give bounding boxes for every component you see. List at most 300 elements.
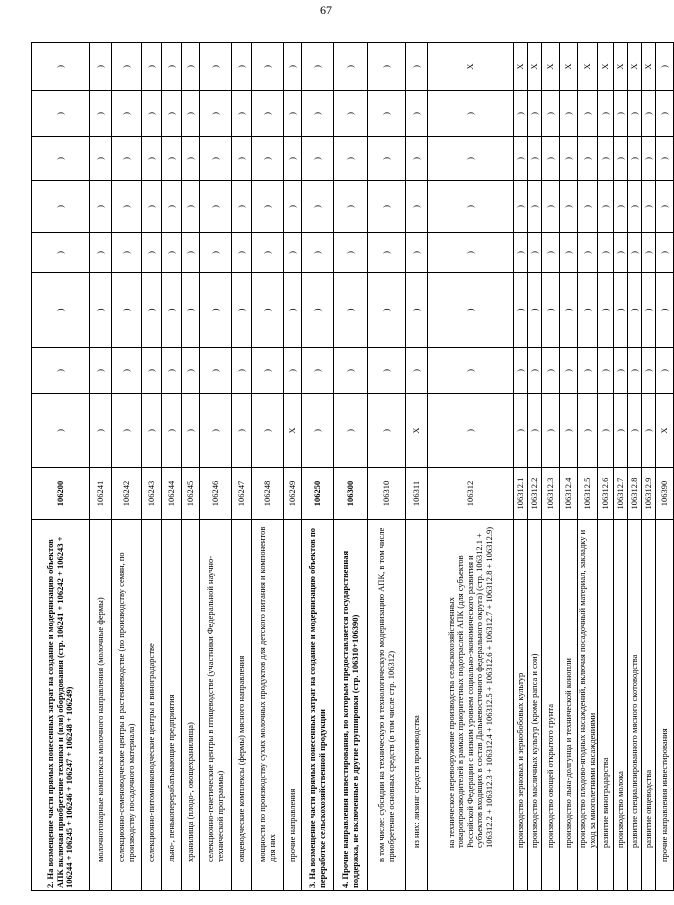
cross-mark-cell (656, 394, 674, 468)
bracket-mark: ) (235, 308, 246, 312)
bracket-mark: ) (628, 251, 639, 254)
cross-mark: X (410, 427, 421, 434)
empty-value-cell (200, 394, 232, 468)
empty-value-cell (656, 137, 674, 181)
empty-value-cell (578, 273, 598, 348)
empty-value-cell (200, 233, 232, 273)
empty-value-cell (514, 137, 528, 181)
bracket-mark: ) (209, 251, 220, 254)
row-code: 106311 (406, 468, 428, 520)
table-row (90, 43, 112, 891)
row-code: 106248 (252, 468, 284, 520)
row-code: 106250 (302, 468, 334, 520)
empty-value-cell (578, 348, 598, 394)
bracket-mark: ) (120, 65, 131, 68)
table-row (598, 43, 614, 891)
empty-value-cell (614, 273, 628, 348)
bracket-mark: ) (184, 205, 195, 208)
empty-value-cell (90, 43, 112, 91)
bracket-mark: ) (344, 205, 355, 208)
bracket-mark: ) (54, 112, 65, 115)
bracket-mark: ) (528, 205, 539, 208)
empty-value-cell (232, 181, 252, 233)
empty-value-cell (200, 273, 232, 348)
cross-mark-cell (542, 43, 560, 91)
empty-value-cell (90, 137, 112, 181)
bracket-mark: ) (380, 429, 391, 432)
bracket-mark: ) (145, 65, 156, 68)
empty-value-cell (90, 181, 112, 233)
bracket-mark: ) (562, 369, 573, 372)
bracket-mark: ) (344, 429, 355, 432)
bracket-mark: ) (380, 65, 391, 68)
table-row (560, 43, 578, 891)
empty-value-cell (368, 91, 406, 137)
empty-value-cell (560, 273, 578, 348)
empty-value-cell (302, 233, 334, 273)
row-code: 106245 (182, 468, 200, 520)
bracket-mark: ) (145, 369, 156, 372)
row-name: прочие направления инвестирования (656, 520, 674, 891)
empty-value-cell (542, 181, 560, 233)
empty-value-cell (182, 273, 200, 348)
empty-value-cell (542, 233, 560, 273)
empty-value-cell (112, 394, 142, 468)
empty-value-cell (162, 43, 182, 91)
bracket-mark: ) (614, 251, 625, 254)
bracket-mark: ) (261, 157, 272, 160)
bracket-mark: ) (261, 308, 272, 312)
empty-value-cell (302, 181, 334, 233)
rotated-table-wrapper (31, 43, 669, 891)
bracket-mark: ) (581, 369, 592, 372)
bracket-mark: ) (410, 112, 421, 115)
empty-value-cell (200, 181, 232, 233)
row-name: мощности по производству сухих молочных продуктов для детского питания и компонентов для них (252, 520, 284, 891)
row-name: производство зерновых и зернобобовых культур (514, 520, 528, 891)
table-row (232, 43, 252, 891)
row-code: 106312.3 (542, 468, 560, 520)
row-name: селекционно-питомниководческие центры в виноградарстве (142, 520, 162, 891)
bracket-mark: ) (286, 112, 297, 115)
empty-value-cell (334, 348, 368, 394)
bracket-mark: ) (562, 157, 573, 160)
bracket-mark: ) (165, 429, 176, 432)
bracket-mark: ) (165, 205, 176, 208)
bracket-mark: ) (380, 157, 391, 160)
empty-value-cell (578, 137, 598, 181)
bracket-mark: ) (380, 251, 391, 254)
empty-value-cell (302, 91, 334, 137)
empty-value-cell (656, 273, 674, 348)
empty-value-cell (284, 181, 302, 233)
bracket-mark: ) (209, 157, 220, 160)
bracket-mark: ) (628, 429, 639, 432)
bracket-mark: ) (562, 205, 573, 208)
empty-value-cell (598, 233, 614, 273)
empty-value-cell (614, 181, 628, 233)
row-name: молочнотоварные комплексы молочного направления (молочные фермы) (90, 520, 112, 891)
empty-value-cell (628, 91, 642, 137)
row-code: 106241 (90, 468, 112, 520)
empty-value-cell (32, 137, 90, 181)
empty-value-cell (428, 137, 514, 181)
empty-value-cell (112, 273, 142, 348)
row-name: производство плодово-ягодных насаждений, включая посадочный материал, закладку и уход за многолетними насаждениями (578, 520, 598, 891)
bracket-mark: ) (380, 308, 391, 312)
bracket-mark: ) (209, 65, 220, 68)
bracket-mark: ) (165, 369, 176, 372)
empty-value-cell (32, 43, 90, 91)
empty-value-cell (200, 91, 232, 137)
empty-value-cell (182, 394, 200, 468)
empty-value-cell (284, 137, 302, 181)
bracket-mark: ) (658, 205, 669, 208)
empty-value-cell (614, 394, 628, 468)
bracket-mark: ) (544, 308, 555, 312)
empty-value-cell (528, 273, 542, 348)
bracket-mark: ) (54, 429, 65, 432)
bracket-mark: ) (145, 429, 156, 432)
row-code: 106312.9 (642, 468, 656, 520)
empty-value-cell (252, 273, 284, 348)
row-name: из них: лизинг средств производства (406, 520, 428, 891)
empty-value-cell (162, 273, 182, 348)
empty-value-cell (334, 273, 368, 348)
bracket-mark: ) (581, 205, 592, 208)
empty-value-cell (334, 137, 368, 181)
bracket-mark: ) (235, 369, 246, 372)
bracket-mark: ) (209, 429, 220, 432)
bracket-mark: ) (628, 308, 639, 312)
empty-value-cell (406, 233, 428, 273)
table-row (112, 43, 142, 891)
table-body (32, 43, 674, 891)
empty-value-cell (368, 348, 406, 394)
bracket-mark: ) (464, 251, 475, 254)
row-code: 106312.4 (560, 468, 578, 520)
bracket-mark: ) (94, 205, 105, 208)
bracket-mark: ) (286, 251, 297, 254)
empty-value-cell (90, 91, 112, 137)
bracket-mark: ) (528, 157, 539, 160)
table-row (578, 43, 598, 891)
empty-value-cell (232, 273, 252, 348)
empty-value-cell (628, 348, 642, 394)
empty-value-cell (232, 43, 252, 91)
empty-value-cell (598, 348, 614, 394)
empty-value-cell (112, 91, 142, 137)
bracket-mark: ) (261, 429, 272, 432)
row-name: на техническое перевооружение производства сельскохозяйственных товаропроизводителей в рамках приоритетных подотраслей АПК (для субъектов Российской Федерации с низким уровнем социально-экономического развития и субъектов входящих в состав Дальневосточного федерального округа) (стр. 106312.1 + 106312.2 + 106312.3 + 106312.4 + 106312.5 + 106312.6 + 106312.7 + 106312.8 + 106312.9) (428, 520, 514, 891)
bracket-mark: ) (599, 429, 610, 432)
bracket-mark: ) (410, 369, 421, 372)
row-code: 106300 (334, 468, 368, 520)
empty-value-cell (368, 137, 406, 181)
bracket-mark: ) (261, 65, 272, 68)
empty-value-cell (142, 233, 162, 273)
cross-mark-cell (406, 394, 428, 468)
bracket-mark: ) (614, 157, 625, 160)
cross-mark-cell (528, 43, 542, 91)
table-row (284, 43, 302, 891)
bracket-mark: ) (642, 157, 653, 160)
bracket-mark: ) (145, 157, 156, 160)
empty-value-cell (232, 233, 252, 273)
empty-value-cell (232, 91, 252, 137)
empty-value-cell (578, 394, 598, 468)
empty-value-cell (428, 348, 514, 394)
bracket-mark: ) (209, 112, 220, 115)
bracket-mark: ) (54, 251, 65, 254)
bracket-mark: ) (344, 157, 355, 160)
bracket-mark: ) (311, 251, 322, 254)
empty-value-cell (578, 91, 598, 137)
bracket-mark: ) (614, 205, 625, 208)
empty-value-cell (642, 394, 656, 468)
bracket-mark: ) (614, 369, 625, 372)
row-code: 106243 (142, 468, 162, 520)
row-name: развитие виноградарства (598, 520, 614, 891)
table-row (642, 43, 656, 891)
empty-value-cell (142, 43, 162, 91)
cross-mark-cell (598, 43, 614, 91)
bracket-mark: ) (235, 157, 246, 160)
cross-mark: X (642, 63, 653, 70)
empty-value-cell (514, 348, 528, 394)
bracket-mark: ) (54, 65, 65, 68)
empty-value-cell (302, 394, 334, 468)
bracket-mark: ) (94, 65, 105, 68)
bracket-mark: ) (120, 157, 131, 160)
empty-value-cell (112, 137, 142, 181)
bracket-mark: ) (311, 308, 322, 312)
cross-mark-cell (560, 43, 578, 91)
empty-value-cell (200, 43, 232, 91)
cross-mark: X (286, 427, 297, 434)
bracket-mark: ) (311, 429, 322, 432)
empty-value-cell (406, 273, 428, 348)
empty-value-cell (142, 91, 162, 137)
bracket-mark: ) (145, 205, 156, 208)
bracket-mark: ) (184, 308, 195, 312)
empty-value-cell (614, 137, 628, 181)
row-code: 106310 (368, 468, 406, 520)
bracket-mark: ) (311, 112, 322, 115)
cross-mark: X (514, 63, 525, 70)
table-row (368, 43, 406, 891)
bracket-mark: ) (544, 157, 555, 160)
empty-value-cell (32, 348, 90, 394)
empty-value-cell (368, 181, 406, 233)
empty-value-cell (578, 181, 598, 233)
bracket-mark: ) (642, 112, 653, 115)
bracket-mark: ) (165, 65, 176, 68)
bracket-mark: ) (642, 205, 653, 208)
bracket-mark: ) (165, 308, 176, 312)
row-code: 106312.2 (528, 468, 542, 520)
empty-value-cell (560, 137, 578, 181)
empty-value-cell (252, 181, 284, 233)
bracket-mark: ) (581, 112, 592, 115)
bracket-mark: ) (658, 157, 669, 160)
bracket-mark: ) (642, 369, 653, 372)
row-code: 106244 (162, 468, 182, 520)
empty-value-cell (578, 233, 598, 273)
bracket-mark: ) (184, 112, 195, 115)
empty-value-cell (406, 181, 428, 233)
empty-value-cell (542, 137, 560, 181)
bracket-mark: ) (209, 369, 220, 372)
cross-mark-cell (614, 43, 628, 91)
row-name: развитие овцеводства (642, 520, 656, 891)
cross-mark: X (544, 63, 555, 70)
empty-value-cell (90, 348, 112, 394)
bracket-mark: ) (344, 369, 355, 372)
empty-value-cell (642, 181, 656, 233)
row-name: селекционно-генетические центры в птицеводстве (участники Федеральной научно-технической программы) (200, 520, 232, 891)
bracket-mark: ) (599, 157, 610, 160)
empty-value-cell (528, 348, 542, 394)
empty-value-cell (162, 181, 182, 233)
row-name: селекционно-семеноводческие центры в растениеводстве (по производству семян, по производству посадочного материала) (112, 520, 142, 891)
table-row (252, 43, 284, 891)
empty-value-cell (598, 394, 614, 468)
empty-value-cell (628, 137, 642, 181)
bracket-mark: ) (94, 369, 105, 372)
bracket-mark: ) (235, 205, 246, 208)
empty-value-cell (598, 273, 614, 348)
bracket-mark: ) (54, 369, 65, 372)
row-name: производство молока (614, 520, 628, 891)
empty-value-cell (112, 233, 142, 273)
empty-value-cell (628, 181, 642, 233)
cross-mark: X (464, 63, 475, 70)
bracket-mark: ) (528, 429, 539, 432)
empty-value-cell (656, 43, 674, 91)
bracket-mark: ) (528, 251, 539, 254)
table-row (428, 43, 514, 891)
bracket-mark: ) (311, 65, 322, 68)
empty-value-cell (656, 91, 674, 137)
bracket-mark: ) (410, 65, 421, 68)
bracket-mark: ) (344, 112, 355, 115)
table-row (142, 43, 162, 891)
empty-value-cell (598, 91, 614, 137)
empty-value-cell (142, 348, 162, 394)
bracket-mark: ) (658, 112, 669, 115)
bracket-mark: ) (581, 308, 592, 312)
bracket-mark: ) (464, 429, 475, 432)
empty-value-cell (656, 233, 674, 273)
empty-value-cell (284, 348, 302, 394)
bracket-mark: ) (628, 205, 639, 208)
bracket-mark: ) (410, 308, 421, 312)
empty-value-cell (90, 273, 112, 348)
bracket-mark: ) (94, 308, 105, 312)
empty-value-cell (334, 181, 368, 233)
empty-value-cell (32, 233, 90, 273)
bracket-mark: ) (599, 112, 610, 115)
empty-value-cell (428, 91, 514, 137)
bracket-mark: ) (581, 429, 592, 432)
bracket-mark: ) (209, 205, 220, 208)
bracket-mark: ) (464, 308, 475, 312)
empty-value-cell (428, 273, 514, 348)
investment-support-table (31, 42, 674, 891)
bracket-mark: ) (658, 369, 669, 372)
empty-value-cell (32, 394, 90, 468)
row-name: производство овощей открытого грунта (542, 520, 560, 891)
empty-value-cell (642, 348, 656, 394)
bracket-mark: ) (544, 429, 555, 432)
bracket-mark: ) (614, 429, 625, 432)
empty-value-cell (542, 348, 560, 394)
bracket-mark: ) (642, 308, 653, 312)
bracket-mark: ) (464, 205, 475, 208)
bracket-mark: ) (311, 205, 322, 208)
bracket-mark: ) (145, 251, 156, 254)
row-name: льно-, пенькоперерабатывающие предприятия (162, 520, 182, 891)
bracket-mark: ) (642, 429, 653, 432)
empty-value-cell (542, 394, 560, 468)
bracket-mark: ) (410, 205, 421, 208)
empty-value-cell (514, 394, 528, 468)
row-name: 4. Прочие направления инвестирования, по которым предоставляется государственная поддержка, не включенные в другие группировки (стр. 106310+106390) (334, 520, 368, 891)
empty-value-cell (284, 43, 302, 91)
empty-value-cell (560, 233, 578, 273)
row-code: 106312.8 (628, 468, 642, 520)
row-code: 106200 (32, 468, 90, 520)
empty-value-cell (284, 273, 302, 348)
empty-value-cell (142, 273, 162, 348)
empty-value-cell (628, 394, 642, 468)
empty-value-cell (560, 181, 578, 233)
empty-value-cell (182, 43, 200, 91)
bracket-mark: ) (145, 112, 156, 115)
empty-value-cell (528, 233, 542, 273)
bracket-mark: ) (562, 308, 573, 312)
bracket-mark: ) (120, 308, 131, 312)
empty-value-cell (428, 394, 514, 468)
bracket-mark: ) (94, 157, 105, 160)
bracket-mark: ) (54, 308, 65, 312)
bracket-mark: ) (165, 112, 176, 115)
bracket-mark: ) (261, 112, 272, 115)
bracket-mark: ) (514, 112, 525, 115)
table-row (614, 43, 628, 891)
empty-value-cell (628, 273, 642, 348)
empty-value-cell (642, 273, 656, 348)
empty-value-cell (182, 233, 200, 273)
empty-value-cell (514, 233, 528, 273)
row-code: 106312.5 (578, 468, 598, 520)
row-code: 106312 (428, 468, 514, 520)
empty-value-cell (514, 181, 528, 233)
empty-value-cell (406, 137, 428, 181)
bracket-mark: ) (464, 112, 475, 115)
bracket-mark: ) (464, 369, 475, 372)
bracket-mark: ) (658, 308, 669, 312)
cross-mark: X (581, 63, 592, 70)
row-name: производство масличных культур (кроме рапса и сои) (528, 520, 542, 891)
empty-value-cell (368, 43, 406, 91)
table-row (628, 43, 642, 891)
bracket-mark: ) (120, 112, 131, 115)
empty-value-cell (656, 348, 674, 394)
empty-value-cell (656, 181, 674, 233)
empty-value-cell (142, 394, 162, 468)
